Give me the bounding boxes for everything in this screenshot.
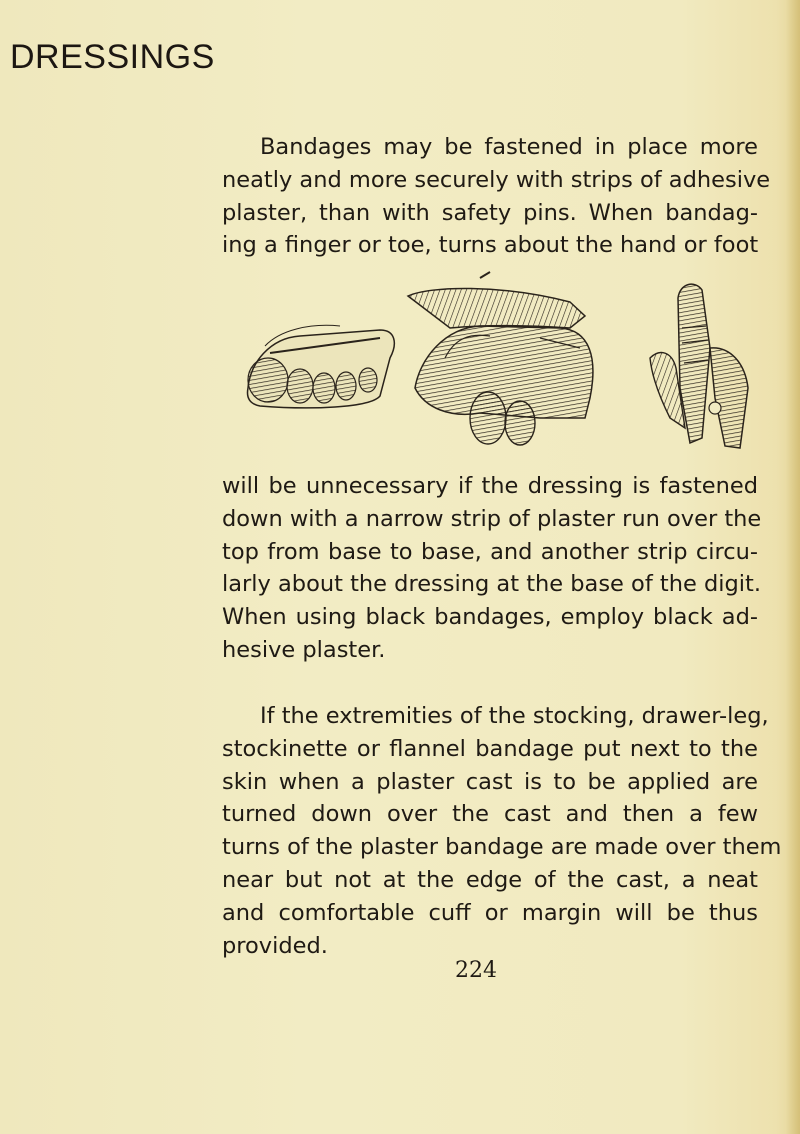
text-line: hesive plaster.: [222, 636, 386, 663]
text-line: turns of the plaster bandage are made over them: [222, 834, 782, 861]
text-line: stockinette or flannel bandage put next to the: [222, 735, 758, 762]
text-line: larly about the dressing at the base of the digit.: [222, 571, 762, 598]
text-line: skin when a plaster cast is to be applied are: [222, 768, 758, 795]
text-line: top from base to base, and another strip circu-: [222, 538, 758, 565]
text-line: neatly and more securely with strips of adhesive: [222, 166, 771, 193]
text-line: turned down over the cast and then a few: [222, 801, 758, 828]
paragraph-3: [222, 700, 782, 962]
text-line: Bandages may be fastened in place more: [260, 134, 758, 160]
paragraph-1: [222, 131, 771, 262]
text-line: provided.: [222, 932, 328, 959]
text-line: down with a narrow strip of plaster run over the: [222, 505, 762, 532]
text-line: plaster, than with safety pins. When bandag-: [222, 199, 758, 226]
text-line: If the extremities of the stocking, drawer-leg,: [260, 703, 769, 729]
text-line: When using black bandages, employ black ad-: [222, 604, 758, 631]
bandaged-toes-icon: [248, 325, 395, 408]
page-edge-shadow: [786, 0, 800, 1134]
paragraph-2: [222, 470, 762, 667]
page-number: 224: [455, 958, 497, 983]
text-line: and comfortable cuff or margin will be thus: [222, 899, 758, 926]
bandaged-finger-icon: [650, 284, 748, 448]
text-line: ing a finger or toe, turns about the hand or foot: [222, 232, 759, 259]
running-head: DRESSINGS: [10, 38, 215, 76]
text-line: will be unnecessary if the dressing is fastened: [222, 473, 758, 499]
text-line: near but not at the edge of the cast, a neat: [222, 866, 758, 893]
bandaged-hand-icon: [408, 272, 593, 445]
bandage-figure: [240, 268, 760, 458]
